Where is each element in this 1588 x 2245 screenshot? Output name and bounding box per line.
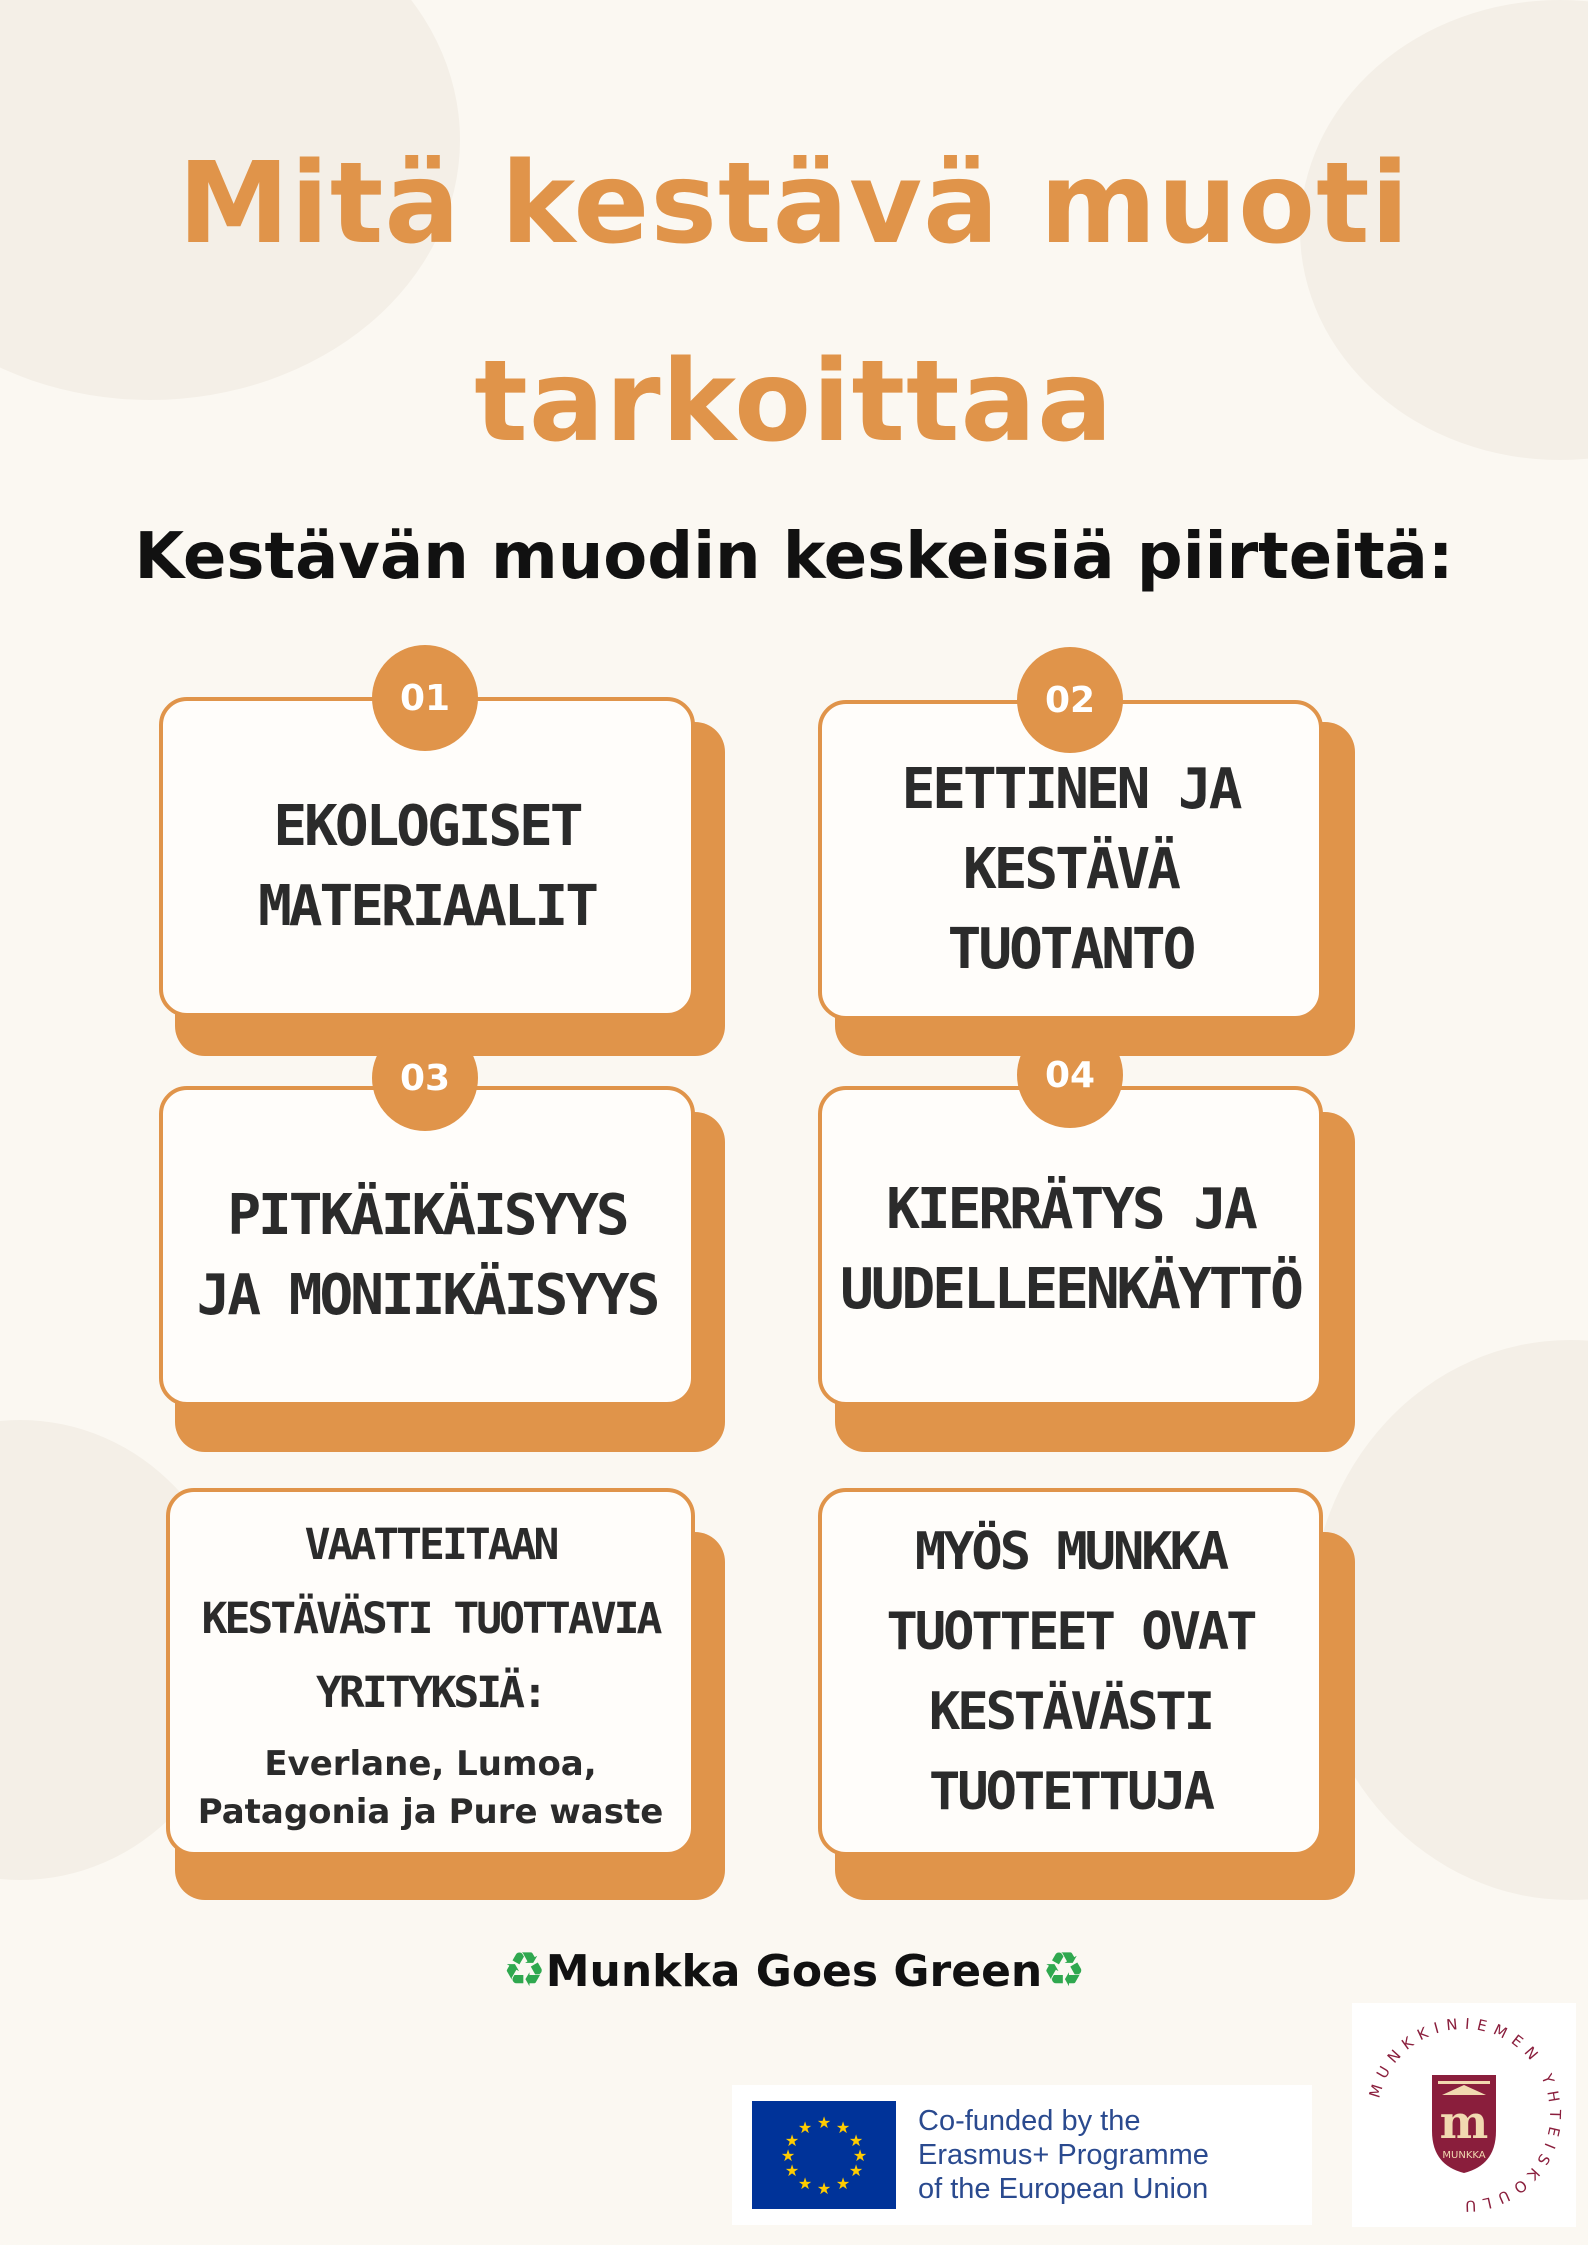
card-5-text: VAATTEITAAN KESTÄVÄSTI TUOTTAVIA YRITYKSIÄ: xyxy=(201,1520,660,1718)
feature-card-5 xyxy=(166,1488,695,1856)
svg-text:★: ★ xyxy=(835,2174,851,2193)
eu-stars-icon xyxy=(752,2101,896,2209)
svg-text:★: ★ xyxy=(797,2118,813,2137)
recycle-icon: ♻ xyxy=(502,1942,546,1998)
card-6-text: MYÖS MUNKKA TUOTTEET OVAT KESTÄVÄSTI TUOTETTUJA xyxy=(886,1522,1255,1822)
feature-card-6 xyxy=(818,1488,1323,1856)
page-title xyxy=(0,105,1588,501)
card-2-text: EETTINEN JA KESTÄVÄ TUOTANTO xyxy=(901,757,1240,982)
card-2-number-badge: 02 xyxy=(1017,647,1123,753)
svg-text:MUNKKA: MUNKKA xyxy=(1442,2150,1486,2161)
feature-card-4 xyxy=(818,1086,1323,1406)
eu-text xyxy=(918,2104,1209,2206)
title-line-1: Mitä kestävä muoti xyxy=(177,139,1411,269)
eu-text-line-2: Erasmus+ Programme xyxy=(918,2139,1209,2171)
svg-text:★: ★ xyxy=(784,2161,800,2180)
slogan-text: Munkka Goes Green xyxy=(545,1946,1043,1997)
recycle-icon: ♻ xyxy=(1042,1942,1086,1998)
svg-text:★: ★ xyxy=(852,2146,868,2165)
card-4-text: KIERRÄTYS JA UUDELLEENKÄYTTÖ xyxy=(840,1177,1301,1322)
subtitle: Kestävän muodin keskeisiä piirteitä: xyxy=(134,520,1454,594)
svg-text:★: ★ xyxy=(816,2179,832,2198)
svg-text:m: m xyxy=(1439,2095,1489,2149)
svg-text:★: ★ xyxy=(835,2118,851,2137)
feature-card-3 xyxy=(159,1086,695,1406)
svg-text:★: ★ xyxy=(816,2113,832,2132)
svg-text:MUNKKINIEMEN YHTEISKOULU: MUNKKINIEMEN YHTEISKOULU xyxy=(1365,2014,1565,2216)
slogan xyxy=(0,1940,1588,2002)
svg-text:★: ★ xyxy=(848,2131,864,2150)
svg-text:★: ★ xyxy=(784,2131,800,2150)
card-3-text: PITKÄIKÄISYYS JA MONIIKÄISYYS xyxy=(196,1183,658,1328)
card-3-number-badge: 03 xyxy=(372,1025,478,1131)
svg-text:★: ★ xyxy=(797,2174,813,2193)
card-4-number-badge: 04 xyxy=(1017,1022,1123,1128)
school-seal-icon xyxy=(1352,2003,1576,2227)
title-line-2: tarkoittaa xyxy=(474,337,1114,467)
card-5-company-list: Everlane, Lumoa, Patagonia ja Pure waste xyxy=(197,1744,664,1832)
eu-text-line-1: Co-funded by the xyxy=(918,2105,1141,2137)
school-logo xyxy=(1352,2003,1576,2227)
eu-text-line-3: of the European Union xyxy=(918,2173,1209,2205)
card-1-text: EKOLOGISET MATERIAALIT xyxy=(258,794,596,939)
eu-cofunded-badge xyxy=(732,2085,1312,2225)
eu-flag-icon xyxy=(752,2101,896,2209)
svg-text:★: ★ xyxy=(848,2161,864,2180)
card-1-number-badge: 01 xyxy=(372,645,478,751)
svg-text:★: ★ xyxy=(780,2146,796,2165)
